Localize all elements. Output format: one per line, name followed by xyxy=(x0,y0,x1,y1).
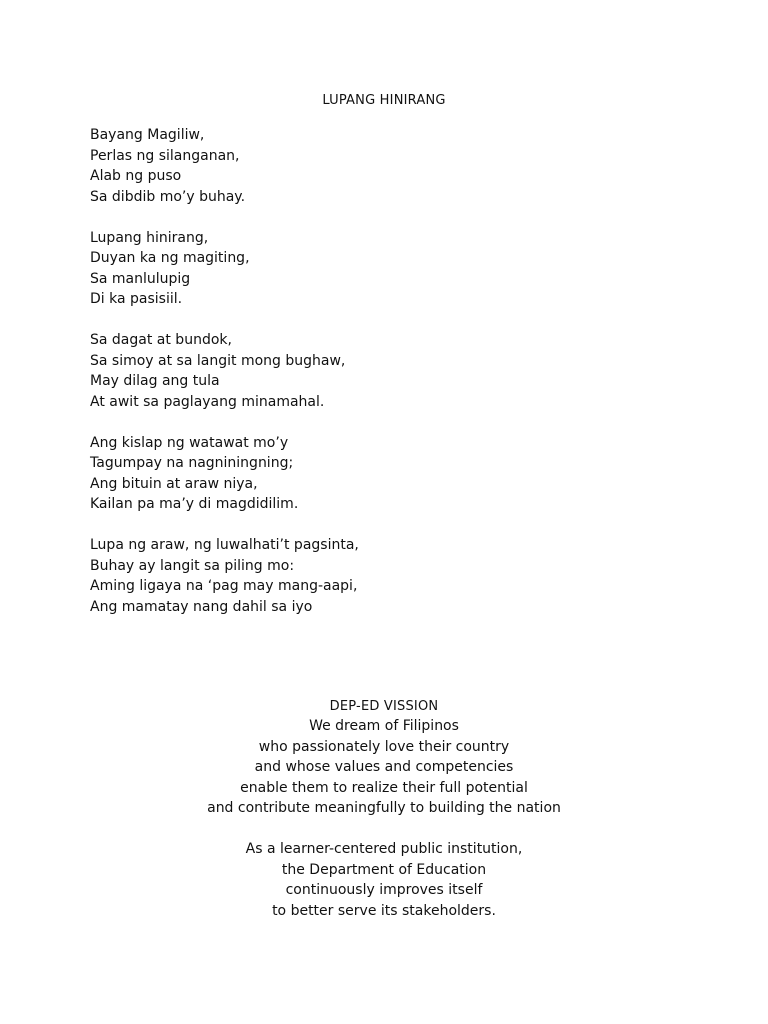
lyric-line: Tagumpay na nagniningning; xyxy=(90,455,294,471)
lyric-line: Alab ng puso xyxy=(90,168,182,184)
lyric-line: Bayang Magiliw, xyxy=(90,127,205,143)
vision-line: and whose values and competencies xyxy=(254,759,514,775)
lyric-line: Di ka pasisiil. xyxy=(90,291,183,307)
vision-paragraph xyxy=(0,839,768,921)
lyric-line: Sa dagat at bundok, xyxy=(90,332,232,348)
lyric-line: Sa manlulupig xyxy=(90,270,191,287)
stanza xyxy=(90,125,359,207)
lyric-line: Sa dibdib mo’y buhay. xyxy=(90,188,246,205)
lyric-line: Buhay ay langit sa piling mo: xyxy=(90,557,295,574)
stanza xyxy=(90,228,359,310)
vision-statement xyxy=(0,716,768,942)
vision-line: who passionately love their country xyxy=(258,738,510,755)
lyric-line: Ang bituin at araw niya, xyxy=(90,475,258,492)
vision-line: We dream of Filipinos xyxy=(309,718,459,734)
anthem-title: LUPANG HINIRANG xyxy=(322,93,446,108)
vision-line: As a learner-centered public institution, xyxy=(245,841,523,857)
lyric-line: Perlas ng silanganan, xyxy=(90,147,240,164)
lyric-line: Sa simoy at sa langit mong bughaw, xyxy=(90,352,346,369)
anthem-lyrics xyxy=(90,125,359,638)
lyric-line: Ang kislap ng watawat mo’y xyxy=(90,434,289,451)
vision-paragraph xyxy=(0,716,768,819)
vision-line: enable them to realize their full potential xyxy=(240,779,528,796)
lyric-line: Lupa ng araw, ng luwalhati’t pagsinta, xyxy=(90,537,359,553)
stanza xyxy=(90,330,359,412)
vision-line: and contribute meaningfully to building the nation xyxy=(207,800,561,816)
lyric-line: Aming ligaya na ‘pag may mang-aapi, xyxy=(90,578,358,594)
lyric-line: Lupang hinirang, xyxy=(90,229,209,246)
lyric-line: At awit sa paglayang minamahal. xyxy=(90,393,325,410)
lyric-line: Kailan pa ma’y di magdidilim. xyxy=(90,496,299,512)
lyric-line: Ang mamatay nang dahil sa iyo xyxy=(90,598,313,615)
vision-line: to better serve its stakeholders. xyxy=(272,902,496,919)
lyric-line: May dilag ang tula xyxy=(90,373,220,389)
lyric-line: Duyan ka ng magiting, xyxy=(90,250,250,266)
stanza xyxy=(90,433,359,515)
vision-line: the Department of Education xyxy=(281,861,487,878)
vision-line: continuously improves itself xyxy=(285,882,483,898)
stanza xyxy=(90,535,359,617)
vision-title: DEP-ED VISSION xyxy=(329,699,439,714)
